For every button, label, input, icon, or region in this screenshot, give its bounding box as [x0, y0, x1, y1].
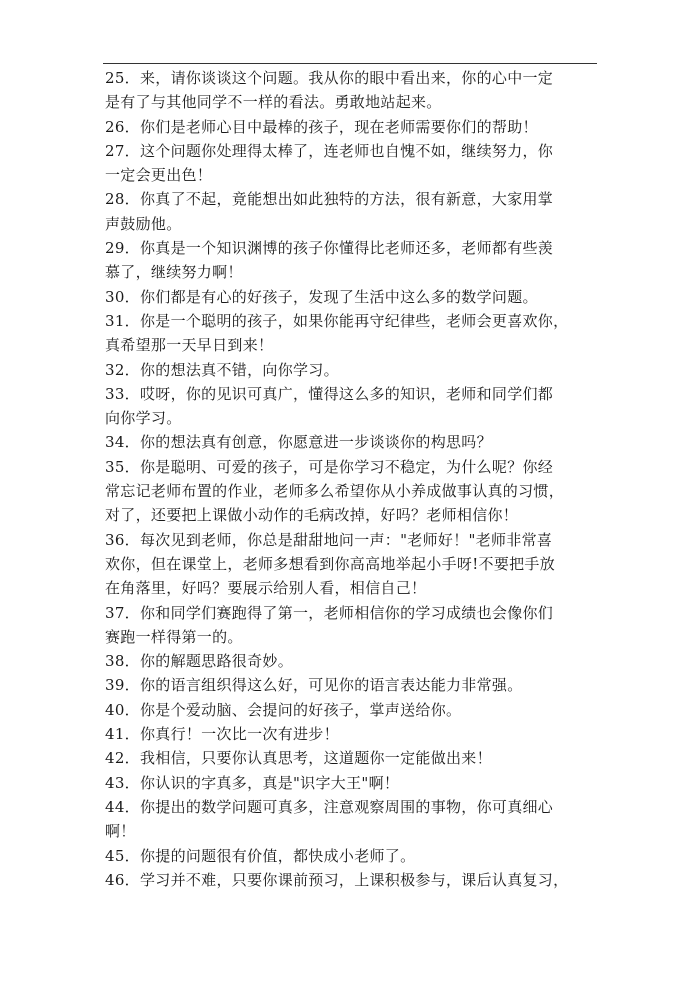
list-item-line: 向你学习。: [105, 409, 182, 428]
list-item-line: 赛跑一样得第一的。: [105, 627, 243, 646]
list-item-line: 44．你提出的数学问题可真多，注意观察周围的事物，你可真细心: [105, 797, 554, 816]
list-item-line: 43．你认识的字真多，真是"识字大王"啊！: [105, 773, 400, 792]
list-item: [105, 285, 597, 309]
list-item-line: 32．你的想法真不错，向你学习。: [105, 360, 339, 379]
list-item-line: 29．你真是一个知识渊博的孩子你懂得比老师还多，老师都有些羡: [105, 239, 554, 258]
list-item-line: 28．你真了不起，竟能想出如此独特的方法，很有新意，大家用掌: [105, 190, 554, 209]
list-item-line: 35．你是聪明、可爱的孩子，可是你学习不稳定，为什么呢？你经: [105, 457, 554, 476]
list-item-line: 25．来，请你谈谈这个问题。我从你的眼中看出来，你的心中一定: [105, 69, 554, 87]
list-item: [105, 430, 597, 454]
list-item: [105, 868, 597, 892]
list-item-line: 46．学习并不难，只要你课前预习，上课积极参与，课后认真复习，: [105, 870, 569, 889]
list-item-line: 声鼓励他。: [105, 214, 182, 233]
list-item: [105, 673, 597, 697]
list-item-line: 对了，还要把上课做小动作的毛病改掉，好吗？老师相信你！: [105, 506, 519, 525]
list-item-line: 40．你是个爱动脑、会提问的好孩子，掌声送给你。: [105, 700, 462, 719]
list-item-line: 是有了与其他同学不一样的看法。勇敢地站起来。: [105, 93, 442, 112]
list-item-line: 38．你的解题思路很奇妙。: [105, 652, 293, 671]
list-item-line: 33．哎呀，你的见识可真广，懂得这么多的知识，老师和同学们都: [105, 384, 554, 403]
list-item-line: 慕了，继续努力啊！: [105, 263, 243, 282]
list-item-line: 30．你们都是有心的好孩子，发现了生活中这么多的数学问题。: [105, 287, 538, 306]
list-item: [105, 698, 597, 722]
list-item: [105, 115, 597, 139]
list-item: [105, 187, 597, 236]
list-item: [105, 746, 597, 770]
list-item: [105, 722, 597, 746]
list-item-line: 27．这个问题你处理得太棒了，连老师也自愧不如，继续努力，你: [105, 141, 554, 160]
list-item-line: 31．你是一个聪明的孩子，如果你能再守纪律些，老师会更喜欢你，: [105, 311, 569, 330]
list-item-line: 39．你的语言组织得这么好，可见你的语言表达能力非常强。: [105, 676, 523, 695]
list-item-line: 常忘记老师布置的作业，老师多么希望你从小养成做事认真的习惯，: [105, 482, 565, 501]
list-item: [105, 66, 597, 115]
list-item: [105, 771, 597, 795]
list-item: [105, 528, 597, 601]
list-item: [105, 795, 597, 844]
header-rule: [103, 63, 597, 64]
list-item-line: 37．你和同学们赛跑得了第一，老师相信你的学习成绩也会像你们: [105, 603, 554, 622]
list-item: [105, 649, 597, 673]
list-item-line: 在角落里，好吗？要展示给别人看，相信自己！: [105, 579, 427, 598]
list-item: [105, 455, 597, 528]
list-item-line: 34．你的想法真有创意，你愿意进一步谈谈你的构思吗？: [105, 433, 492, 452]
list-item: [105, 236, 597, 285]
list-item-line: 36．每次见到老师，你总是甜甜地问一声："老师好！"老师非常喜: [105, 530, 553, 549]
list-item-line: 真希望那一天早日到来！: [105, 336, 274, 355]
list-item-line: 26．你们是老师心目中最棒的孩子，现在老师需要你们的帮助！: [105, 117, 538, 136]
document-body: [105, 66, 597, 892]
list-item: [105, 382, 597, 431]
list-item: [105, 139, 597, 188]
list-item-line: 欢你，但在课堂上，老师多想看到你高高地举起小手呀!不要把手放: [105, 554, 556, 573]
list-item-line: 45．你提的问题很有价值，都快成小老师了。: [105, 846, 416, 865]
list-item-line: 啊！: [105, 822, 136, 841]
list-item: [105, 309, 597, 358]
list-item-line: 一定会更出色！: [105, 166, 213, 185]
list-item-line: 41．你真行！一次比一次有进步！: [105, 725, 339, 744]
list-item: [105, 358, 597, 382]
list-item: [105, 844, 597, 868]
list-item: [105, 601, 597, 650]
list-item-line: 42．我相信，只要你认真思考，这道题你一定能做出来！: [105, 749, 492, 768]
